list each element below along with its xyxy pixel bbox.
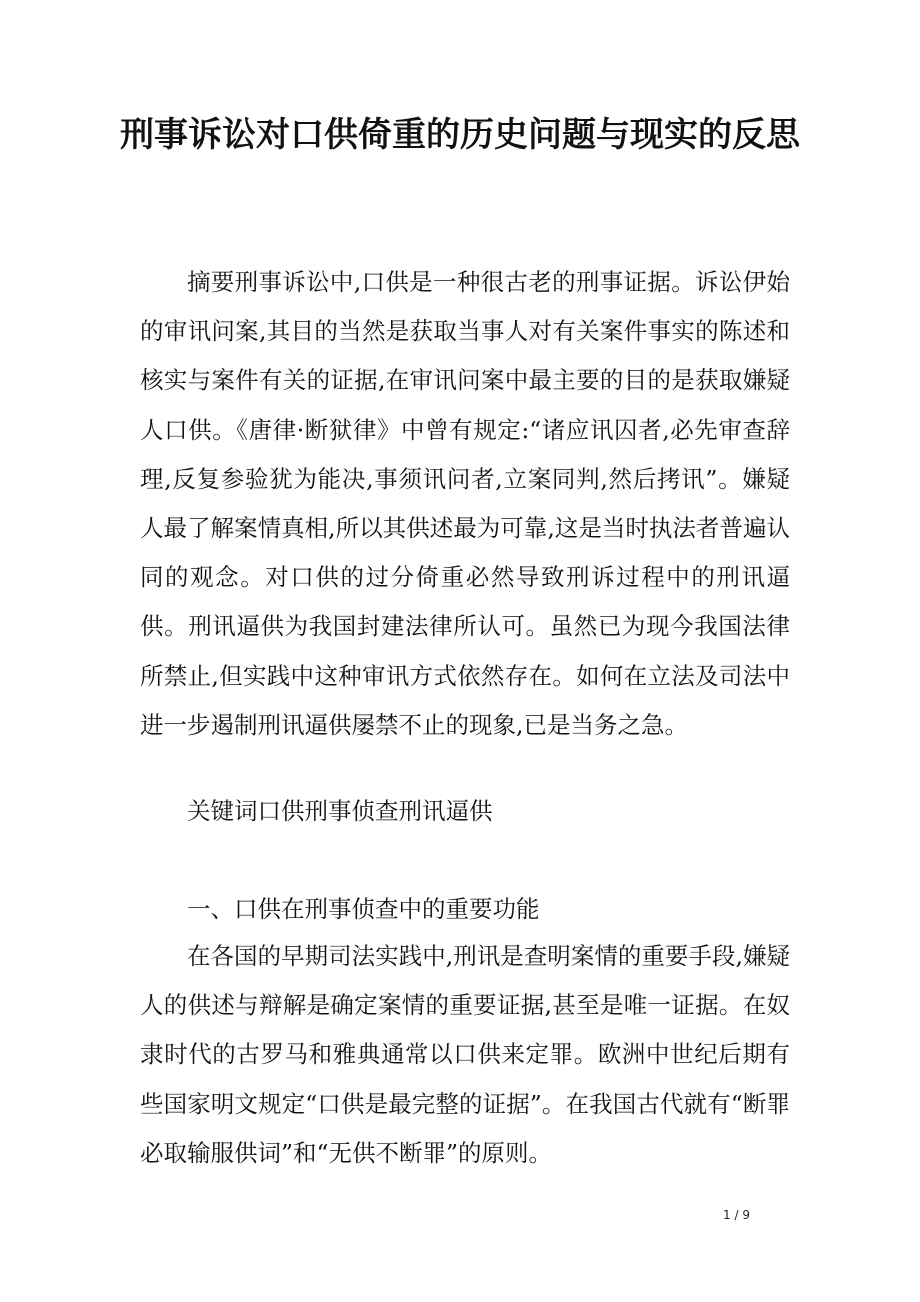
section-paragraph: 在各国的早期司法实践中,刑讯是查明案情的重要手段,嫌疑人的供述与辩解是确定案情的重要证据,甚至是唯一证据。在奴隶时代的古罗马和雅典通常以口供来定罪。欧洲中世纪后期有些国家明文规定“口供是最完整的证据”。在我国古代就有“断罪必取输服供词”和“无供不断罪”的原则。 <box>140 942 790 1167</box>
abstract-paragraph: 摘要刑事诉讼中,口供是一种很古老的刑事证据。诉讼伊始的审讯问案,其目的当然是获取当事人对有关案件事实的陈述和核实与案件有关的证据,在审讯问案中最主要的目的是获取嫌疑人口供。《唐律·断狱律》中曾有规定:“诸应讯囚者,必先审查辞理,反复参验犹为能决,事须讯问者,立案同判,然后拷讯”。嫌疑人最了解案情真相,所以其供述最为可靠,这是当时执法者普遍认同的观念。对口供的过分倚重必然导致刑诉过程中的刑讯逼供。刑讯逼供为我国封建法律所认可。虽然已为现今我国法律所禁止,但实践中这种审讯方式依然存在。如何在立法及司法中进一步遏制刑讯逼供屡禁不止的现象,已是当务之急。 <box>140 268 790 739</box>
keywords-paragraph: 关键词口供刑事侦查刑讯逼供 <box>187 797 493 825</box>
page-number: 1 / 9 <box>723 1208 750 1222</box>
document-title: 刑事诉讼对口供倚重的历史问题与现实的反思 <box>120 115 800 155</box>
section-heading: 一、口供在刑事侦查中的重要功能 <box>187 895 540 923</box>
